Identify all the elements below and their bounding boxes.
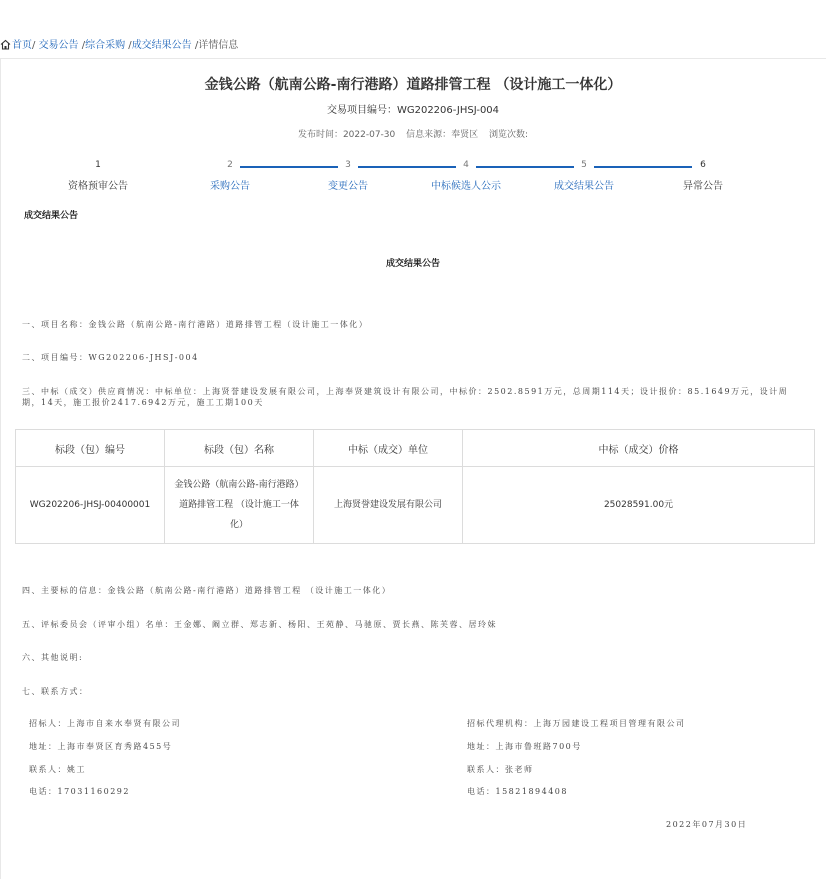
paragraph-other-notes: 六、其他说明:: [22, 653, 84, 662]
info-source: 信息来源：奉贤区: [406, 130, 479, 140]
breadcrumb: 首页/ 交易公告 /综合采购 /成交结果公告 /详情信息: [0, 39, 238, 54]
table-cell: WG202206-JHSJ-00400001: [16, 467, 165, 544]
table-header: 中标（成交）单位: [314, 430, 463, 467]
step-link-result-notice[interactable]: 成交结果公告: [554, 181, 614, 192]
contact-line: 地址：上海市鲁班路700号: [467, 742, 582, 751]
breadcrumb-item-procurement[interactable]: 综合采购: [85, 40, 126, 51]
publish-time: 发布时间：2022-07-30: [297, 130, 396, 140]
contact-line: 招标人：上海市自来水奉贤有限公司: [29, 719, 181, 728]
section-label: 成交结果公告: [24, 211, 79, 221]
contact-line: 电话：15821894408: [467, 787, 568, 796]
step-number: 3: [345, 160, 351, 170]
breadcrumb-item-result-notice[interactable]: 成交结果公告: [131, 40, 192, 51]
notice-date: 2022年07月30日: [666, 820, 748, 829]
step-label: 异常公告: [683, 181, 723, 192]
step-number: 4: [463, 160, 469, 170]
breadcrumb-home-link[interactable]: 首页: [12, 40, 32, 51]
table-header: 中标（成交）价格: [463, 430, 815, 467]
contact-line: 联系人：姚工: [29, 765, 86, 774]
step-link-change-notice[interactable]: 变更公告: [328, 181, 368, 192]
step-1: [28, 158, 168, 192]
paragraph-main-subject: 四、主要标的信息：金钱公路（航南公路-南行港路）道路排管工程 （设计施工一体化）: [22, 586, 392, 595]
contact-line: 电话：17031160292: [29, 787, 130, 796]
step-number: 1: [95, 160, 101, 170]
publish-meta: [0, 127, 826, 140]
table-row: [16, 467, 815, 544]
table-cell: 25028591.00元: [463, 467, 815, 544]
step-6: [633, 158, 773, 192]
contact-line: 地址：上海市奉贤区育秀路455号: [29, 742, 173, 751]
step-number: 2: [227, 160, 233, 170]
paragraph-winner-info: 三、中标（成交）供应商情况：中标单位：上海贤誉建设发展有限公司，上海奉贤建筑设计有限公司，中标价：2502.8591万元，总周期114天；设计报价：85.1649万元，设计周期，14天，施工报价2417.6942万元，施工工期100天: [22, 387, 789, 407]
table-cell: 金钱公路（航南公路-南行港路）道路排管工程 （设计施工一体化）: [165, 467, 314, 544]
paragraph-committee: 五、评标委员会（评审小组）名单：王金娜、阚立群、郑志新、杨阳、王苑静、马驰原、贾长燕、陈芙蓉、居玲妹: [22, 620, 497, 629]
step-link-procurement-notice[interactable]: 采购公告: [210, 181, 250, 192]
step-number: 5: [581, 160, 587, 170]
contact-line: 联系人：张老师: [467, 765, 534, 774]
table-header-row: [16, 430, 815, 467]
table-header: 标段（包）名称: [165, 430, 314, 467]
notice-heading: 成交结果公告: [385, 259, 440, 269]
table-header: 标段（包）编号: [16, 430, 165, 467]
paragraph-project-name: 一、项目名称：金钱公路（航南公路-南行港路）道路排管工程（设计施工一体化）: [22, 320, 369, 329]
paragraph-project-number: 二、项目编号：WG202206-JHSJ-004: [22, 353, 199, 362]
progress-steps: [0, 158, 826, 202]
home-icon[interactable]: [0, 39, 11, 54]
step-number: 6: [700, 160, 706, 170]
step-link-candidate-notice[interactable]: 中标候选人公示: [431, 181, 501, 192]
paragraph-contact-heading: 七、联系方式：: [22, 687, 89, 696]
step-label: 资格预审公告: [68, 181, 128, 192]
project-number: 交易项目编号：WG202206-JHSJ-004: [326, 105, 500, 116]
view-count: 浏览次数:: [489, 130, 529, 140]
result-table: [15, 429, 815, 544]
page-title: 金钱公路（航南公路-南行港路）道路排管工程 （设计施工一体化）: [204, 77, 622, 93]
breadcrumb-item-trading-notice[interactable]: 交易公告: [38, 40, 79, 51]
table-cell: 上海贤誉建设发展有限公司: [314, 467, 463, 544]
contact-line: 招标代理机构：上海万园建设工程项目管理有限公司: [467, 719, 686, 728]
breadcrumb-current: 详情信息: [198, 40, 239, 51]
